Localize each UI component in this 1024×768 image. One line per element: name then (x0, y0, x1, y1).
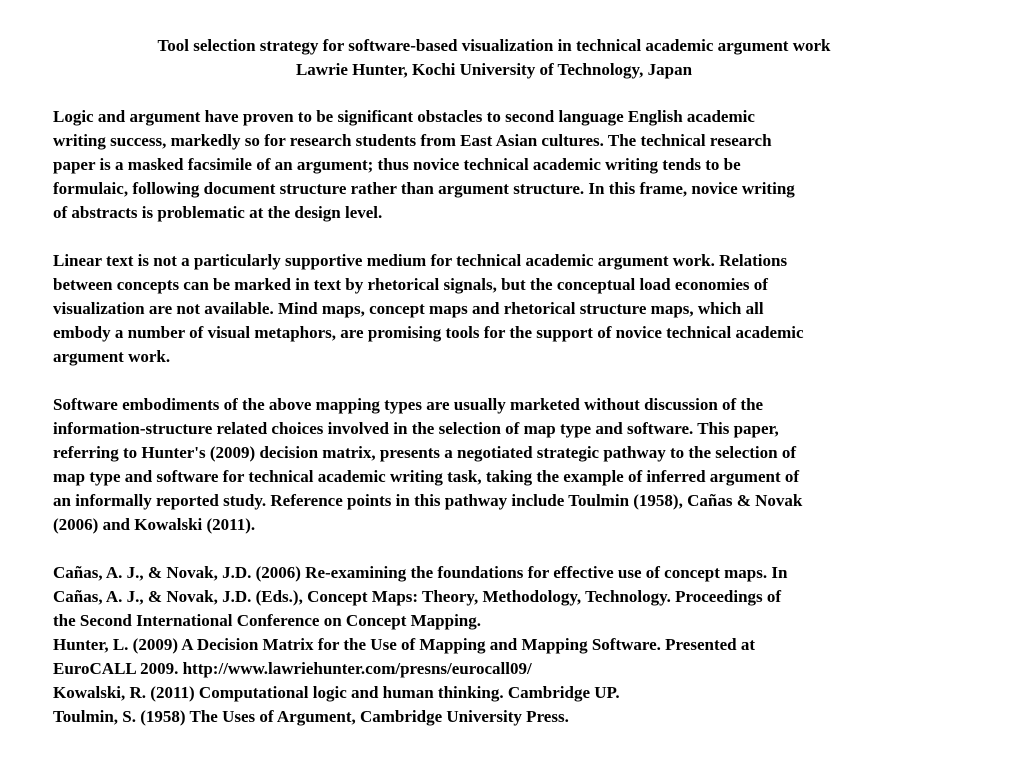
paragraph-logic-and-argument (53, 105, 953, 225)
reference-line: the Second International Conference on Concept Mapping. (53, 611, 481, 630)
paragraph-line: argument work. (53, 347, 171, 366)
paragraph-spacer (53, 225, 953, 249)
references-list (53, 561, 953, 729)
paragraph-line: writing success, markedly so for research students from East Asian cultures. The technical research (53, 131, 772, 150)
paragraph-line: referring to Hunter's (2009) decision matrix, presents a negotiated strategic pathway to the selection of (53, 443, 796, 462)
paragraph-line: embody a number of visual metaphors, are promising tools for the support of novice technical academic (53, 323, 804, 342)
paragraph-linear-text (53, 249, 953, 369)
paragraph-line: (2006) and Kowalski (2011). (53, 515, 256, 534)
reference-line: EuroCALL 2009. http://www.lawriehunter.com/presns/eurocall09/ (53, 659, 532, 678)
paragraph-line: Linear text is not a particularly supportive medium for technical academic argument work. Relations (53, 251, 788, 270)
paragraph-spacer (53, 369, 953, 393)
document-title: Tool selection strategy for software-based visualization in technical academic argument work (157, 36, 831, 55)
title-block (0, 34, 988, 82)
reference-line: Cañas, A. J., & Novak, J.D. (2006) Re-examining the foundations for effective use of concept maps. In (53, 563, 788, 582)
paragraph-line: paper is a masked facsimile of an argument; thus novice technical academic writing tends to be (53, 155, 741, 174)
paragraph-line: formulaic, following document structure rather than argument structure. In this frame, novice writing (53, 179, 795, 198)
paragraph-line: map type and software for technical academic writing task, taking the example of inferred argument of (53, 467, 800, 486)
document-body (53, 105, 953, 729)
paragraph-line: information-structure related choices involved in the selection of map type and software. This paper, (53, 419, 779, 438)
paragraph-line: of abstracts is problematic at the design level. (53, 203, 383, 222)
paragraph-software-embodiments (53, 393, 953, 537)
reference-line: Kowalski, R. (2011) Computational logic and human thinking. Cambridge UP. (53, 683, 620, 702)
reference-line: Hunter, L. (2009) A Decision Matrix for the Use of Mapping and Mapping Software. Presented at (53, 635, 756, 654)
reference-line: Cañas, A. J., & Novak, J.D. (Eds.), Concept Maps: Theory, Methodology, Technology. Proceedings of (53, 587, 782, 606)
paragraph-line: an informally reported study. Reference points in this pathway include Toulmin (1958), Cañas & Novak (53, 491, 803, 510)
paragraph-line: Software embodiments of the above mapping types are usually marketed without discussion of the (53, 395, 764, 414)
paragraph-spacer (53, 537, 953, 561)
author-line: Lawrie Hunter, Kochi University of Technology, Japan (295, 60, 693, 79)
paragraph-line: between concepts can be marked in text by rhetorical signals, but the conceptual load economies of (53, 275, 768, 294)
paragraph-line: visualization are not available. Mind maps, concept maps and rhetorical structure maps, which all (53, 299, 764, 318)
reference-line: Toulmin, S. (1958) The Uses of Argument, Cambridge University Press. (53, 707, 569, 726)
paragraph-line: Logic and argument have proven to be significant obstacles to second language English academic (53, 107, 755, 126)
